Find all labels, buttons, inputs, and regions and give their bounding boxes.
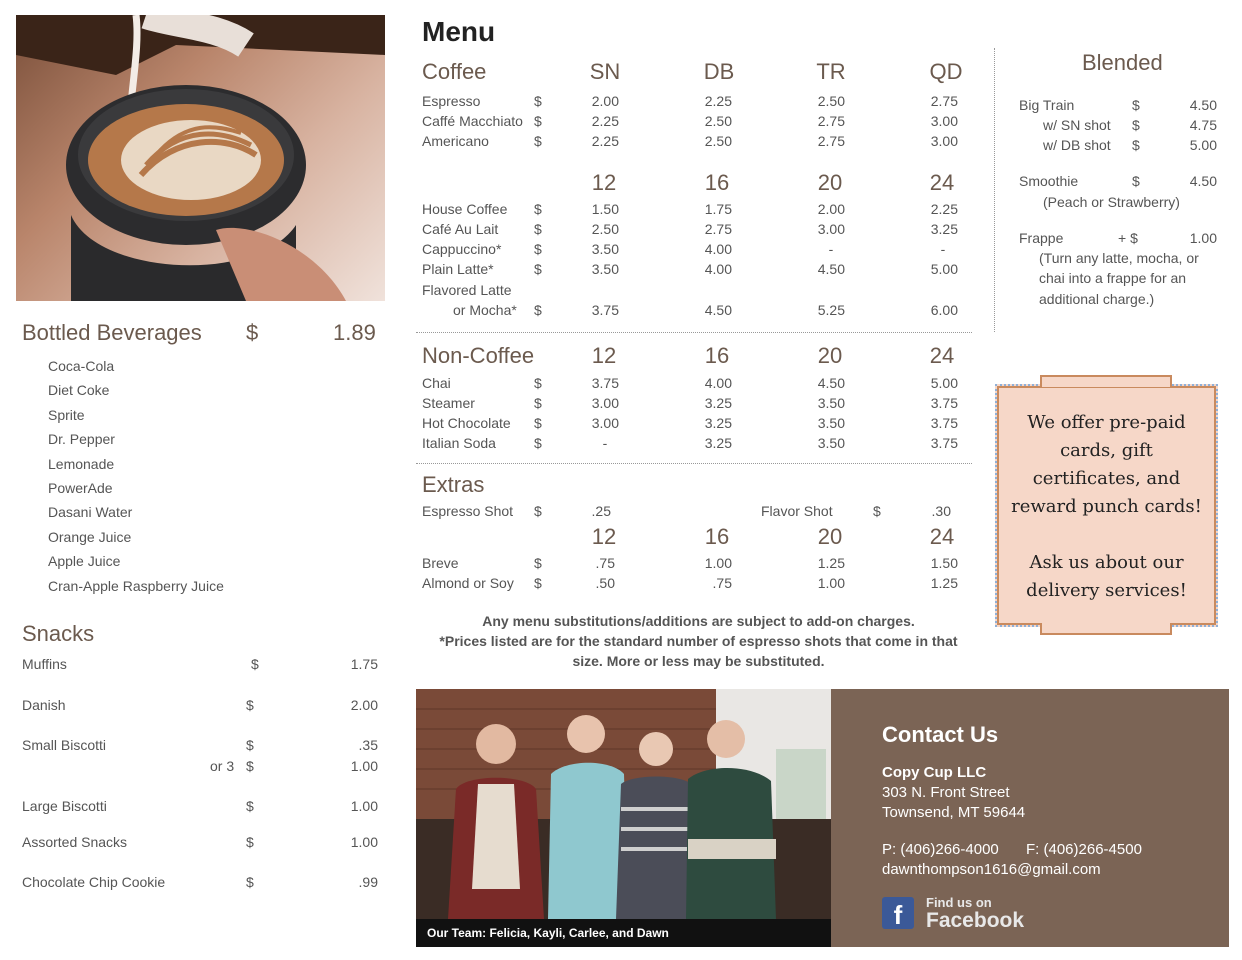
item-name: or Mocha* <box>453 302 517 318</box>
price: 2.50 <box>704 133 732 149</box>
note-line: size. More or less may be substituted. <box>572 653 825 669</box>
list-item: Dasani Water <box>48 504 133 521</box>
item-name: Big Train <box>1019 97 1075 113</box>
item-name: Cappuccino* <box>422 241 502 257</box>
address-line: Townsend, MT 59644 <box>882 804 1026 821</box>
price: 1.50 <box>591 201 619 217</box>
item-name: w/ DB shot <box>1043 137 1111 153</box>
size-header-20: 20 <box>817 343 843 368</box>
dollar-sign: $ <box>1132 117 1140 133</box>
price: 3.75 <box>930 435 958 451</box>
price: 1.00 <box>1189 230 1217 246</box>
facebook-big-text: Facebook <box>926 909 1025 932</box>
dollar-sign: $ <box>534 113 542 129</box>
dollar-sign: $ <box>246 874 254 890</box>
price: 3.75 <box>591 375 619 391</box>
list-item: Apple Juice <box>48 553 121 570</box>
item-name: House Coffee <box>422 201 508 217</box>
facebook-small-text: Find us on <box>926 895 992 910</box>
item-name: Small Biscotti <box>22 737 107 753</box>
item-name: Breve <box>422 555 459 571</box>
price: 4.50 <box>1189 173 1217 189</box>
price: 2.00 <box>817 201 845 217</box>
list-item: PowerAde <box>48 480 113 497</box>
item-name: Large Biscotti <box>22 798 107 814</box>
dollar-sign: $ <box>246 798 254 814</box>
dollar-sign: $ <box>246 758 254 774</box>
promo-line: reward punch cards! <box>1011 496 1202 517</box>
price: .50 <box>595 575 615 591</box>
size-header-16: 16 <box>704 524 730 549</box>
price: 2.25 <box>704 93 732 109</box>
item-name: Almond or Soy <box>422 575 514 591</box>
noncoffee-heading: Non-Coffee <box>422 343 535 368</box>
price: 1.75 <box>704 201 732 217</box>
price: 3.50 <box>591 241 619 257</box>
item-name-flavored: Flavored Latte <box>422 282 512 298</box>
dollar-sign: $ <box>246 737 254 753</box>
price: - <box>940 241 946 257</box>
price: 4.50 <box>817 375 845 391</box>
contact-panel <box>831 689 1229 947</box>
promo-line: delivery services! <box>1026 580 1187 601</box>
item-name: Muffins <box>22 656 67 672</box>
price: 1.00 <box>704 555 732 571</box>
item-name: Danish <box>22 697 66 713</box>
price: 2.75 <box>817 113 845 129</box>
list-item: Lemonade <box>48 455 115 472</box>
size-header-12: 12 <box>591 524 617 549</box>
promo-line: We offer pre-paid <box>1027 412 1186 433</box>
item-name: Smoothie <box>1019 173 1079 189</box>
price: 3.00 <box>930 113 958 129</box>
note-line: Any menu substitutions/additions are subject to add-on charges. <box>482 613 915 629</box>
price: 1.00 <box>350 798 378 814</box>
item-name: Café Au Lait <box>422 221 499 237</box>
divider <box>416 332 972 333</box>
snacks-heading: Snacks <box>22 621 95 646</box>
dollar-sign: $ <box>534 503 542 519</box>
size-header-sn: SN <box>589 59 621 84</box>
item-name: Frappe <box>1019 230 1064 246</box>
price: 1.00 <box>350 834 378 850</box>
price: 2.50 <box>704 113 732 129</box>
dollar-sign: $ <box>534 555 542 571</box>
blended-divider <box>994 48 995 332</box>
facebook-link[interactable] <box>882 895 1025 932</box>
dollar-sign: $ <box>534 435 542 451</box>
fax-number: F: (406)266-4500 <box>1026 841 1142 858</box>
list-item: Dr. Pepper <box>48 431 115 448</box>
dollar-sign: $ <box>534 133 542 149</box>
price: 5.25 <box>817 302 845 318</box>
dollar-sign: $ <box>1132 97 1140 113</box>
item-note: chai into a frappe for an <box>1039 270 1187 286</box>
size-header-16: 16 <box>704 170 730 195</box>
address-line: 303 N. Front Street <box>882 784 1010 801</box>
price: .99 <box>358 874 378 890</box>
price: 5.00 <box>930 375 958 391</box>
item-name: Assorted Snacks <box>22 834 128 850</box>
price: 3.75 <box>930 395 958 411</box>
price: 1.25 <box>930 575 958 591</box>
list-item: Cran-Apple Raspberry Juice <box>48 577 224 594</box>
item-name: Chai <box>422 375 451 391</box>
price: 3.50 <box>591 261 619 277</box>
price: 4.50 <box>817 261 845 277</box>
price: 5.00 <box>930 261 958 277</box>
blended-heading: Blended <box>1082 50 1163 75</box>
dollar-sign: $ <box>534 261 542 277</box>
promo-line: certificates, and <box>1032 468 1181 489</box>
price: 2.00 <box>591 93 619 109</box>
price: 4.00 <box>704 261 732 277</box>
bottled-heading: Bottled Beverages <box>22 320 202 345</box>
dollar-sign: $ <box>534 415 542 431</box>
price: 3.75 <box>591 302 619 318</box>
item-name: or 3 <box>210 758 235 774</box>
phone-number: P: (406)266-4000 <box>882 841 999 858</box>
team-caption: Our Team: Felicia, Kayli, Carlee, and Dawn <box>427 926 669 940</box>
note-line: *Prices listed are for the standard number of espresso shots that come in that <box>439 633 958 649</box>
dollar-sign: $ <box>873 503 881 519</box>
contact-heading: Contact Us <box>882 722 999 747</box>
promo-tab-bottom <box>1040 623 1172 635</box>
price: 3.25 <box>704 415 732 431</box>
size-header-24: 24 <box>929 343 955 368</box>
price: 4.00 <box>704 241 732 257</box>
item-name: Caffé Macchiato <box>422 113 523 129</box>
price: .75 <box>712 575 732 591</box>
price: .30 <box>931 503 951 519</box>
item-name: w/ SN shot <box>1043 117 1111 133</box>
price: - <box>828 241 834 257</box>
size-header-tr: TR <box>816 59 846 84</box>
price: 2.25 <box>591 133 619 149</box>
price: 4.50 <box>1189 97 1217 113</box>
divider <box>416 463 972 464</box>
coffee-heading: Coffee <box>422 59 487 84</box>
dollar-sign: $ <box>1132 137 1140 153</box>
bottled-list <box>48 354 224 598</box>
price: 3.50 <box>817 435 845 451</box>
price: 1.75 <box>350 656 378 672</box>
company-name: Copy Cup LLC <box>882 764 987 781</box>
price: 3.75 <box>930 415 958 431</box>
facebook-icon: f <box>882 897 914 929</box>
item-name: Plain Latte* <box>422 261 494 277</box>
item-note: (Turn any latte, mocha, or <box>1039 250 1199 266</box>
dollar-sign: $ <box>534 395 542 411</box>
price: .25 <box>591 503 611 519</box>
menu-notes <box>416 611 981 671</box>
size-header-12: 12 <box>591 343 617 368</box>
promo-line: Ask us about our <box>1029 552 1184 573</box>
size-header-12: 12 <box>591 170 617 195</box>
price: 3.25 <box>704 435 732 451</box>
item-name: Italian Soda <box>422 435 496 451</box>
flavor-shot-label: Flavor Shot <box>761 503 833 519</box>
dollar-sign: $ <box>534 93 542 109</box>
price: 2.25 <box>591 113 619 129</box>
list-item: Orange Juice <box>48 528 132 545</box>
price: 2.75 <box>704 221 732 237</box>
price: 2.50 <box>817 93 845 109</box>
list-item: Sprite <box>48 406 85 423</box>
price: 5.00 <box>1189 137 1217 153</box>
dollar-sign: $ <box>534 302 542 318</box>
promo-tab-top <box>1040 375 1172 387</box>
size-header-qd: QD <box>929 59 963 84</box>
item-name: Chocolate Chip Cookie <box>22 874 166 890</box>
price: 2.50 <box>591 221 619 237</box>
espresso-shot-label: Espresso Shot <box>422 503 514 519</box>
dollar-sign: $ <box>246 834 254 850</box>
email-link[interactable]: dawnthompson1616@gmail.com <box>882 861 1101 878</box>
price: 3.25 <box>930 221 958 237</box>
extras-heading: Extras <box>422 472 485 497</box>
item-note: (Peach or Strawberry) <box>1043 194 1180 210</box>
dollar-sign: $ <box>534 201 542 217</box>
price: 1.25 <box>817 555 845 571</box>
price: .75 <box>595 555 615 571</box>
item-name: Americano <box>422 133 489 149</box>
price: 4.50 <box>704 302 732 318</box>
dollar-sign: $ <box>534 375 542 391</box>
price: 1.50 <box>930 555 958 571</box>
list-item: Diet Coke <box>48 382 110 399</box>
dollar-sign: $ <box>246 697 254 713</box>
team-caption-bar <box>416 919 831 947</box>
price: 6.00 <box>930 302 958 318</box>
price: 3.50 <box>817 415 845 431</box>
price: 4.00 <box>704 375 732 391</box>
price: .35 <box>358 737 378 753</box>
promo-line: cards, gift <box>1060 440 1153 461</box>
price: 3.00 <box>930 133 958 149</box>
price: 2.25 <box>930 201 958 217</box>
promo-text <box>995 409 1218 605</box>
size-header-16: 16 <box>704 343 730 368</box>
size-header-20: 20 <box>817 170 843 195</box>
price: - <box>602 435 608 451</box>
price: 2.75 <box>930 93 958 109</box>
item-name: Steamer <box>422 395 475 411</box>
bottled-price: 1.89 <box>333 320 376 345</box>
dollar-sign: $ <box>534 241 542 257</box>
item-note: additional charge.) <box>1039 291 1155 307</box>
dollar-sign: $ <box>251 656 259 672</box>
size-header-20: 20 <box>817 524 843 549</box>
price: 3.00 <box>591 395 619 411</box>
latte-art-photo <box>16 15 385 301</box>
price: 2.00 <box>350 697 378 713</box>
price: 1.00 <box>817 575 845 591</box>
list-item: Coca-Cola <box>48 358 115 374</box>
menu-title: Menu <box>422 16 496 47</box>
dollar-sign: $ <box>1132 173 1140 189</box>
dollar-sign: $ <box>246 320 259 345</box>
dollar-sign: $ <box>534 221 542 237</box>
size-header-24: 24 <box>929 170 955 195</box>
item-name: Hot Chocolate <box>422 415 511 431</box>
team-photo <box>416 689 831 947</box>
price: 3.50 <box>817 395 845 411</box>
price: 3.25 <box>704 395 732 411</box>
frappe-plus: + $ <box>1118 230 1138 246</box>
size-header-24: 24 <box>929 524 955 549</box>
price: 3.00 <box>817 221 845 237</box>
dollar-sign: $ <box>534 575 542 591</box>
price: 2.75 <box>817 133 845 149</box>
size-header-db: DB <box>703 59 735 84</box>
price: 3.00 <box>591 415 619 431</box>
price: 4.75 <box>1189 117 1217 133</box>
price: 1.00 <box>350 758 378 774</box>
item-name: Espresso <box>422 93 481 109</box>
